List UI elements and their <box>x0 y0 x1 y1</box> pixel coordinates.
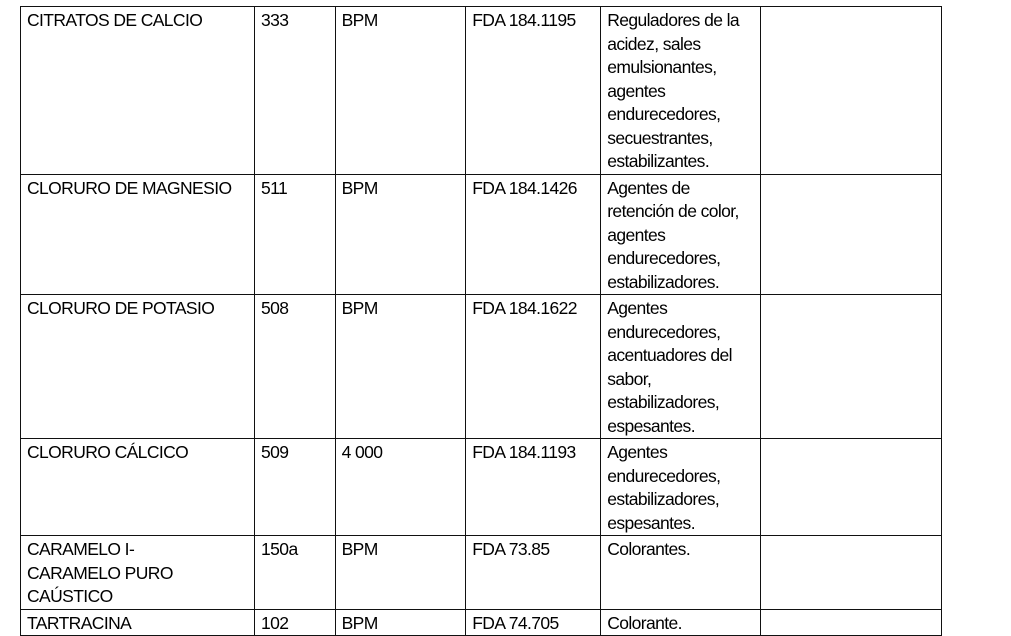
ins-number-cell: 508 <box>255 295 336 439</box>
additive-name-line: CLORURO DE POTASIO <box>27 298 215 318</box>
function-line: retención de color, <box>607 201 739 221</box>
function-line: endurecedores, <box>607 465 721 486</box>
ida-cell: 4 000 <box>335 439 466 536</box>
function-line: estabilizadores, <box>607 392 720 412</box>
function-line: endurecedores, <box>607 248 721 268</box>
table-row <box>21 536 942 610</box>
function-line: acentuadores del <box>607 345 732 365</box>
ins-number-cell: 333 <box>255 7 336 175</box>
extra-cell <box>761 609 942 636</box>
table-row <box>21 7 942 175</box>
reference-cell: FDA 73.85 <box>466 536 601 610</box>
reference-cell: FDA 184.1426 <box>466 174 601 295</box>
function-line: agentes <box>607 224 666 245</box>
additive-name-line: CARAMELO PURO <box>27 562 173 583</box>
function-cell <box>601 536 761 610</box>
function-line: estabilizadores. <box>607 271 720 292</box>
additive-name-cell <box>21 174 255 295</box>
function-line: espesantes. <box>607 512 695 533</box>
function-line: Agentes de <box>607 177 690 198</box>
function-line: Colorante. <box>607 612 682 633</box>
table-row <box>21 295 942 439</box>
ins-number-cell: 509 <box>255 439 336 536</box>
reference-cell: FDA 184.1622 <box>466 295 601 439</box>
extra-cell <box>761 295 942 439</box>
ida-cell: BPM <box>335 609 466 636</box>
additive-name-line: CITRATOS DE CALCIO <box>27 10 203 30</box>
additive-name-cell <box>21 295 255 439</box>
function-cell <box>601 174 761 295</box>
extra-cell <box>761 7 942 175</box>
function-line: sabor, <box>607 368 652 389</box>
additive-name-cell <box>21 536 255 610</box>
function-line: estabilizantes. <box>607 151 710 171</box>
function-line: Agentes <box>607 442 668 462</box>
additive-name-cell <box>21 7 255 175</box>
function-line: endurecedores, <box>607 104 721 124</box>
function-cell <box>601 439 761 536</box>
function-line: estabilizadores, <box>607 489 720 509</box>
ins-number-cell: 511 <box>255 174 336 295</box>
function-cell <box>601 7 761 175</box>
extra-cell <box>761 174 942 295</box>
function-line: Colorantes. <box>607 539 691 559</box>
additives-table <box>20 6 942 636</box>
function-line: emulsionantes, <box>607 57 717 77</box>
ida-cell: BPM <box>335 536 466 610</box>
ida-cell: BPM <box>335 295 466 439</box>
function-line: Agentes <box>607 298 668 318</box>
extra-cell <box>761 536 942 610</box>
function-line: espesantes. <box>607 415 695 436</box>
ida-cell: BPM <box>335 174 466 295</box>
reference-cell: FDA 184.1195 <box>466 7 601 175</box>
extra-cell <box>761 439 942 536</box>
function-line: secuestrantes, <box>607 127 713 148</box>
additive-name-line: TARTRACINA <box>27 612 132 633</box>
additive-name-line: CARAMELO I- <box>27 539 135 559</box>
function-cell <box>601 609 761 636</box>
reference-cell: FDA 74.705 <box>466 609 601 636</box>
additive-name-cell <box>21 609 255 636</box>
table-row <box>21 609 942 636</box>
additive-name-line: CLORURO DE MAGNESIO <box>27 177 232 198</box>
function-line: agentes <box>607 80 666 101</box>
function-line: endurecedores, <box>607 321 721 342</box>
ins-number-cell: 150a <box>255 536 336 610</box>
additive-name-line: CAÚSTICO <box>27 586 113 606</box>
additive-name-line: CLORURO CÁLCICO <box>27 442 189 462</box>
function-line: acidez, sales <box>607 33 701 54</box>
ins-number-cell: 102 <box>255 609 336 636</box>
table-row <box>21 174 942 295</box>
function-line: Reguladores de la <box>607 10 740 30</box>
ida-cell: BPM <box>335 7 466 175</box>
additive-name-cell <box>21 439 255 536</box>
reference-cell: FDA 184.1193 <box>466 439 601 536</box>
function-cell <box>601 295 761 439</box>
table-row <box>21 439 942 536</box>
